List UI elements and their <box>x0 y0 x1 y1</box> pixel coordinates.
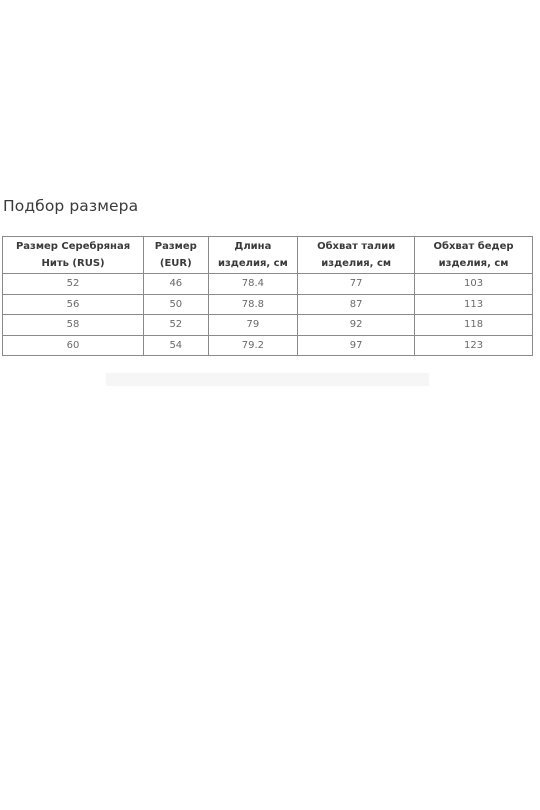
table-cell: 87 <box>298 294 415 315</box>
table-cell: 103 <box>415 274 533 295</box>
table-cell: 97 <box>298 335 415 356</box>
table-cell: 92 <box>298 315 415 336</box>
table-cell: 50 <box>144 294 208 315</box>
table-row <box>3 315 533 336</box>
table-header-row <box>3 237 533 274</box>
placeholder-bar <box>106 373 429 386</box>
table-cell: 52 <box>144 315 208 336</box>
header-size-eur: Размер (EUR) <box>144 237 208 274</box>
table-row <box>3 294 533 315</box>
table-cell: 54 <box>144 335 208 356</box>
table-cell: 118 <box>415 315 533 336</box>
table-cell: 60 <box>3 335 144 356</box>
table-row <box>3 335 533 356</box>
table-cell: 113 <box>415 294 533 315</box>
header-size-rus: Размер Серебряная Нить (RUS) <box>3 237 144 274</box>
table-cell: 58 <box>3 315 144 336</box>
table-row <box>3 274 533 295</box>
table-cell: 77 <box>298 274 415 295</box>
size-chart-table <box>2 236 533 356</box>
table-cell: 79 <box>208 315 298 336</box>
header-hips: Обхват бедер изделия, см <box>415 237 533 274</box>
table-cell: 78.4 <box>208 274 298 295</box>
table-cell: 52 <box>3 274 144 295</box>
table-cell: 78.8 <box>208 294 298 315</box>
header-waist: Обхват талии изделия, см <box>298 237 415 274</box>
table-cell: 123 <box>415 335 533 356</box>
table-cell: 46 <box>144 274 208 295</box>
header-length: Длина изделия, см <box>208 237 298 274</box>
table-cell: 56 <box>3 294 144 315</box>
page-title: Подбор размера <box>3 197 139 215</box>
table-cell: 79.2 <box>208 335 298 356</box>
